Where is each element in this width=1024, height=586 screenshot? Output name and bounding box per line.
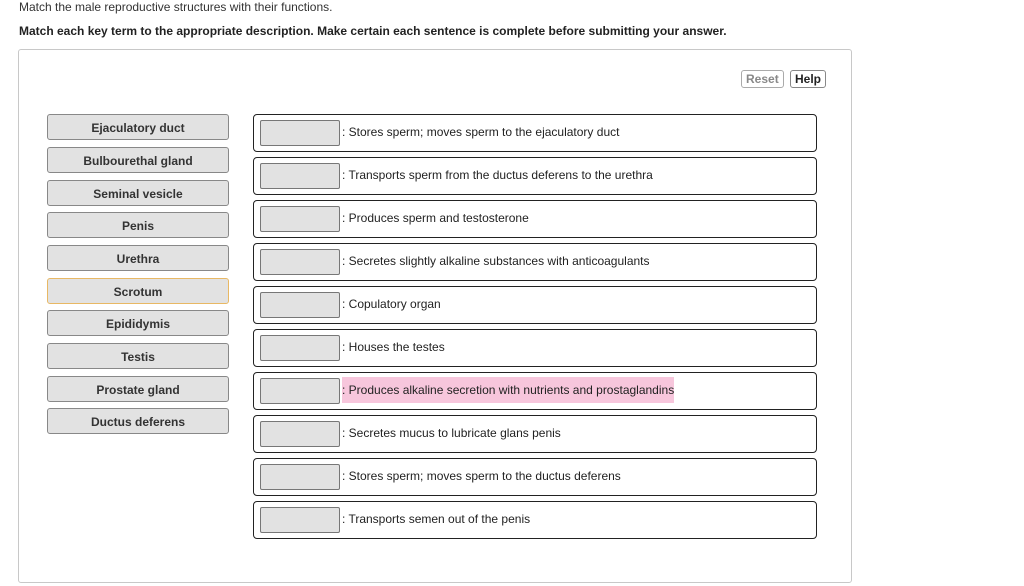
term-bulbourethal-gland[interactable]: Bulbourethal gland — [47, 147, 229, 173]
description-row-highlighted — [253, 372, 817, 410]
description-text: : Stores sperm; moves sperm to the ductus deferens — [342, 469, 621, 483]
description-text: : Secretes mucus to lubricate glans penis — [342, 426, 561, 440]
term-ductus-deferens[interactable]: Ductus deferens — [47, 408, 229, 434]
question-prompt: Match the male reproductive structures with their functions. — [19, 0, 333, 14]
drop-target[interactable] — [260, 206, 340, 232]
description-text: : Transports sperm from the ductus deferens to the urethra — [342, 168, 653, 182]
term-seminal-vesicle[interactable]: Seminal vesicle — [47, 180, 229, 206]
help-button[interactable]: Help — [790, 70, 826, 88]
drop-target[interactable] — [260, 163, 340, 189]
description-row — [253, 501, 817, 539]
drop-target[interactable] — [260, 421, 340, 447]
reset-button[interactable]: Reset — [741, 70, 784, 88]
description-text: : Produces sperm and testosterone — [342, 211, 529, 225]
drop-target[interactable] — [260, 335, 340, 361]
description-text: : Copulatory organ — [342, 297, 441, 311]
description-row — [253, 243, 817, 281]
term-epididymis[interactable]: Epididymis — [47, 310, 229, 336]
term-urethra[interactable]: Urethra — [47, 245, 229, 271]
description-text — [342, 373, 674, 408]
drop-target[interactable] — [260, 464, 340, 490]
term-prostate-gland[interactable]: Prostate gland — [47, 376, 229, 402]
description-row — [253, 157, 817, 195]
description-row — [253, 458, 817, 496]
drop-target[interactable] — [260, 120, 340, 146]
matching-panel — [18, 49, 852, 583]
description-text: : Transports semen out of the penis — [342, 512, 531, 526]
term-penis[interactable]: Penis — [47, 212, 229, 238]
description-row — [253, 114, 817, 152]
term-scrotum[interactable]: Scrotum — [47, 278, 229, 304]
description-text: : Secretes slightly alkaline substances with anticoagulants — [342, 254, 650, 268]
description-text: : Houses the testes — [342, 340, 445, 354]
description-row — [253, 286, 817, 324]
drop-target[interactable] — [260, 249, 340, 275]
instructions: Match each key term to the appropriate description. Make certain each sentence is complete before submitting your answer. — [19, 24, 727, 38]
term-testis[interactable]: Testis — [47, 343, 229, 369]
description-text: : Stores sperm; moves sperm to the ejaculatory duct — [342, 125, 620, 139]
drop-target[interactable] — [260, 507, 340, 533]
description-row — [253, 415, 817, 453]
highlighted-description: : Produces alkaline secretion with nutrients and prostaglandins — [342, 377, 674, 403]
drop-target[interactable] — [260, 292, 340, 318]
drop-target[interactable] — [260, 378, 340, 404]
description-row — [253, 329, 817, 367]
description-row — [253, 200, 817, 238]
term-ejaculatory-duct[interactable]: Ejaculatory duct — [47, 114, 229, 140]
